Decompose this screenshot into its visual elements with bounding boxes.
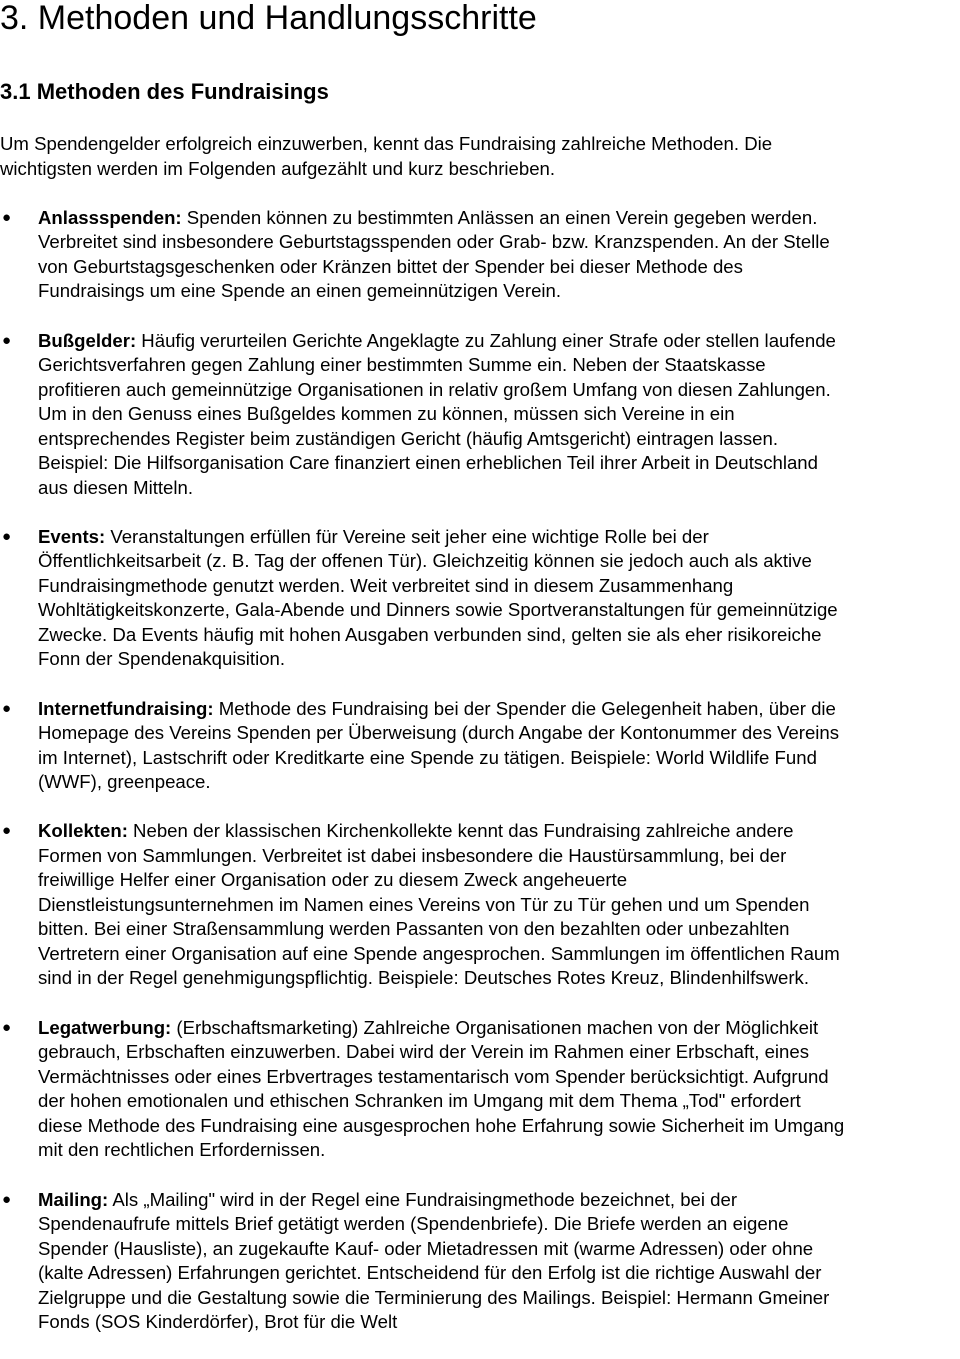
item-line: aus diesen Mitteln. <box>38 476 194 498</box>
list-item <box>0 1016 960 1163</box>
item-line: Um in den Genuss eines Bußgeldes kommen zu können, müssen sich Vereine in ein <box>38 403 735 425</box>
item-line: Spender (Hausliste), an zugekaufte Kauf- oder Mietadressen mit (warme Adressen) oder ohne <box>38 1237 814 1259</box>
item-line: Öffentlichkeitsarbeit (z. B. Tag der offenen Tür). Gleichzeitig können sie jedoch auch als aktive <box>38 550 812 572</box>
item-text: Häufig verurteilen Gerichte Angeklagte zu Zahlung einer Strafe oder stellen laufende <box>136 329 836 351</box>
item-line: Verbreitet sind insbesondere Geburtstagsspenden oder Grab- bzw. Kranzspenden. An der Stelle <box>38 231 830 253</box>
item-line <box>38 1188 960 1213</box>
page-title: 3. Methoden und Handlungsschritte <box>0 0 537 37</box>
document-body <box>0 132 960 1359</box>
item-label: Internetfundraising: <box>38 697 214 719</box>
item-label: Events: <box>38 525 106 547</box>
item-text: Neben der klassischen Kirchenkollekte kennt das Fundraising zahlreiche andere <box>127 820 794 842</box>
item-text: Veranstaltungen erfüllen für Vereine seit jeher eine wichtige Rolle bei der <box>105 525 709 547</box>
item-text: Spenden können zu bestimmten Anlässen an einen Verein gegeben werden. <box>181 206 818 228</box>
intro-line: wichtigsten werden im Folgenden aufgezählt und kurz beschrieben. <box>0 157 556 179</box>
bullet-icon: ● <box>2 822 12 840</box>
bullet-icon: ● <box>2 699 12 717</box>
item-label: Bußgelder: <box>38 329 137 351</box>
intro-line: Um Spendengelder erfolgreich einzuwerben, kennt das Fundraising zahlreiche Methoden. Die <box>0 133 773 154</box>
item-line: freiwillige Helfer einer Organisation oder zu diesem Zweck angeheuerte <box>38 869 628 891</box>
item-line: Zwecke. Da Events häufig mit hohen Ausgaben verbunden sind, gelten sie als eher risikoreiche <box>38 623 822 645</box>
item-line: Dienstleistungsunternehmen im Namen eines Vereins von Tür zu Tür gehen und um Spenden <box>38 893 810 915</box>
item-label: Kollekten: <box>38 820 128 842</box>
item-line <box>38 697 960 722</box>
item-line: Zielgruppe und die Gestaltung sowie die Terminierung des Mailings. Beispiel: Hermann Gmeiner <box>38 1286 830 1308</box>
item-label: Mailing: <box>38 1188 109 1210</box>
item-line <box>38 525 960 550</box>
item-label: Anlassspenden: <box>38 206 182 228</box>
intro-paragraph <box>0 132 960 181</box>
item-line: Wohltätigkeitskonzerte, Gala-Abende und Dinners sowie Sportveranstaltungen für gemeinnützige <box>38 599 838 621</box>
bullet-icon: ● <box>2 527 12 545</box>
item-line <box>38 1016 960 1041</box>
item-line: Fonn der Spendenakquisition. <box>38 648 286 670</box>
item-line: diese Methode des Fundraising eine ausgesprochen hohe Erfahrung sowie Sicherheit im Umgang <box>38 1114 845 1136</box>
item-text: Methode des Fundraising bei der Spender die Gelegenheit haben, über die <box>213 697 836 719</box>
item-line: im Internet), Lastschrift oder Kreditkarte eine Spende zu tätigen. Beispiele: World Wildlife Fund <box>38 746 817 768</box>
bullet-icon: ● <box>2 1190 12 1208</box>
item-text: Als „Mailing" wird in der Regel eine Fundraisingmethode bezeichnet, bei der <box>108 1188 738 1210</box>
bullet-icon: ● <box>2 331 12 349</box>
item-line: Vertretern einer Organisation auf eine Spende angesprochen. Sammlungen im öffentlichen Raum <box>38 942 840 964</box>
item-text: (Erbschaftsmarketing) Zahlreiche Organisationen machen von der Möglichkeit <box>171 1016 819 1038</box>
item-line: Beispiel: Die Hilfsorganisation Care finanziert einen erheblichen Teil ihrer Arbeit in Deutschland <box>38 452 818 474</box>
section-title: 3.1 Methoden des Fundraisings <box>0 79 329 104</box>
item-line <box>38 329 960 354</box>
methods-list <box>0 206 960 1335</box>
item-line: Formen von Sammlungen. Verbreitet ist dabei insbesondere die Haustürsammlung, bei der <box>38 844 787 866</box>
list-item <box>0 1188 960 1335</box>
item-line: von Geburtstagsgeschenken oder Kränzen bittet der Spender bei dieser Methode des <box>38 255 743 277</box>
item-line: Fonds (SOS Kinderdörfer), Brot für die Welt <box>38 1311 398 1333</box>
item-line: (WWF), greenpeace. <box>38 771 211 793</box>
item-line: der hohen emotionalen und ethischen Schranken im Umgang mit dem Thema „Tod" erfordert <box>38 1090 801 1112</box>
item-line: Fundraisingmethode genutzt werden. Weit verbreitet sind in diesem Zusammenhang <box>38 574 734 596</box>
list-item <box>0 206 960 304</box>
item-line: mit den rechtlichen Erfordernissen. <box>38 1139 326 1161</box>
item-line: gebrauch, Erbschaften einzuwerben. Dabei wird der Verein im Rahmen einer Erbschaft, eines <box>38 1041 810 1063</box>
bullet-icon: ● <box>2 208 12 226</box>
item-line: Spendenaufrufe mittels Brief getätigt werden (Spendenbriefe). Die Briefe werden an eigene <box>38 1213 789 1235</box>
item-line: sind in der Regel genehmigungspflichtig. Beispiele: Deutsches Rotes Kreuz, Blindenhilfswerk. <box>38 967 810 989</box>
item-line: Gerichtsverfahren gegen Zahlung einer bestimmten Summe ein. Neben der Staatskasse <box>38 354 766 376</box>
item-line <box>38 206 960 231</box>
item-label: Legatwerbung: <box>38 1016 172 1038</box>
bullet-icon: ● <box>2 1018 12 1036</box>
list-item <box>0 329 960 501</box>
item-line: Vermächtnisses oder eines Erbvertrages testamentarisch vom Spender berücksichtigt. Aufgrund <box>38 1065 829 1087</box>
item-line: (kalte Adressen) Erfahrungen gerichtet. Entscheidend für den Erfolg ist die richtige Auswahl der <box>38 1262 822 1284</box>
list-item <box>0 697 960 795</box>
item-line: Fundraisings um eine Spende an einen gemeinnützigen Verein. <box>38 280 562 302</box>
item-line <box>38 819 960 844</box>
list-item <box>0 525 960 672</box>
item-line: profitieren auch gemeinnützige Organisationen in relativ großem Umfang von diesen Zahlungen. <box>38 378 831 400</box>
list-item <box>0 819 960 991</box>
item-line: Homepage des Vereins Spenden per Überweisung (durch Angabe der Kontonummer des Vereins <box>38 722 840 744</box>
item-line: entsprechendes Register beim zuständigen Gericht (häufig Amtsgericht) eintragen lassen. <box>38 427 779 449</box>
item-line: bitten. Bei einer Straßensammlung werden Passanten von den bezahlten oder unbezahlten <box>38 918 790 940</box>
